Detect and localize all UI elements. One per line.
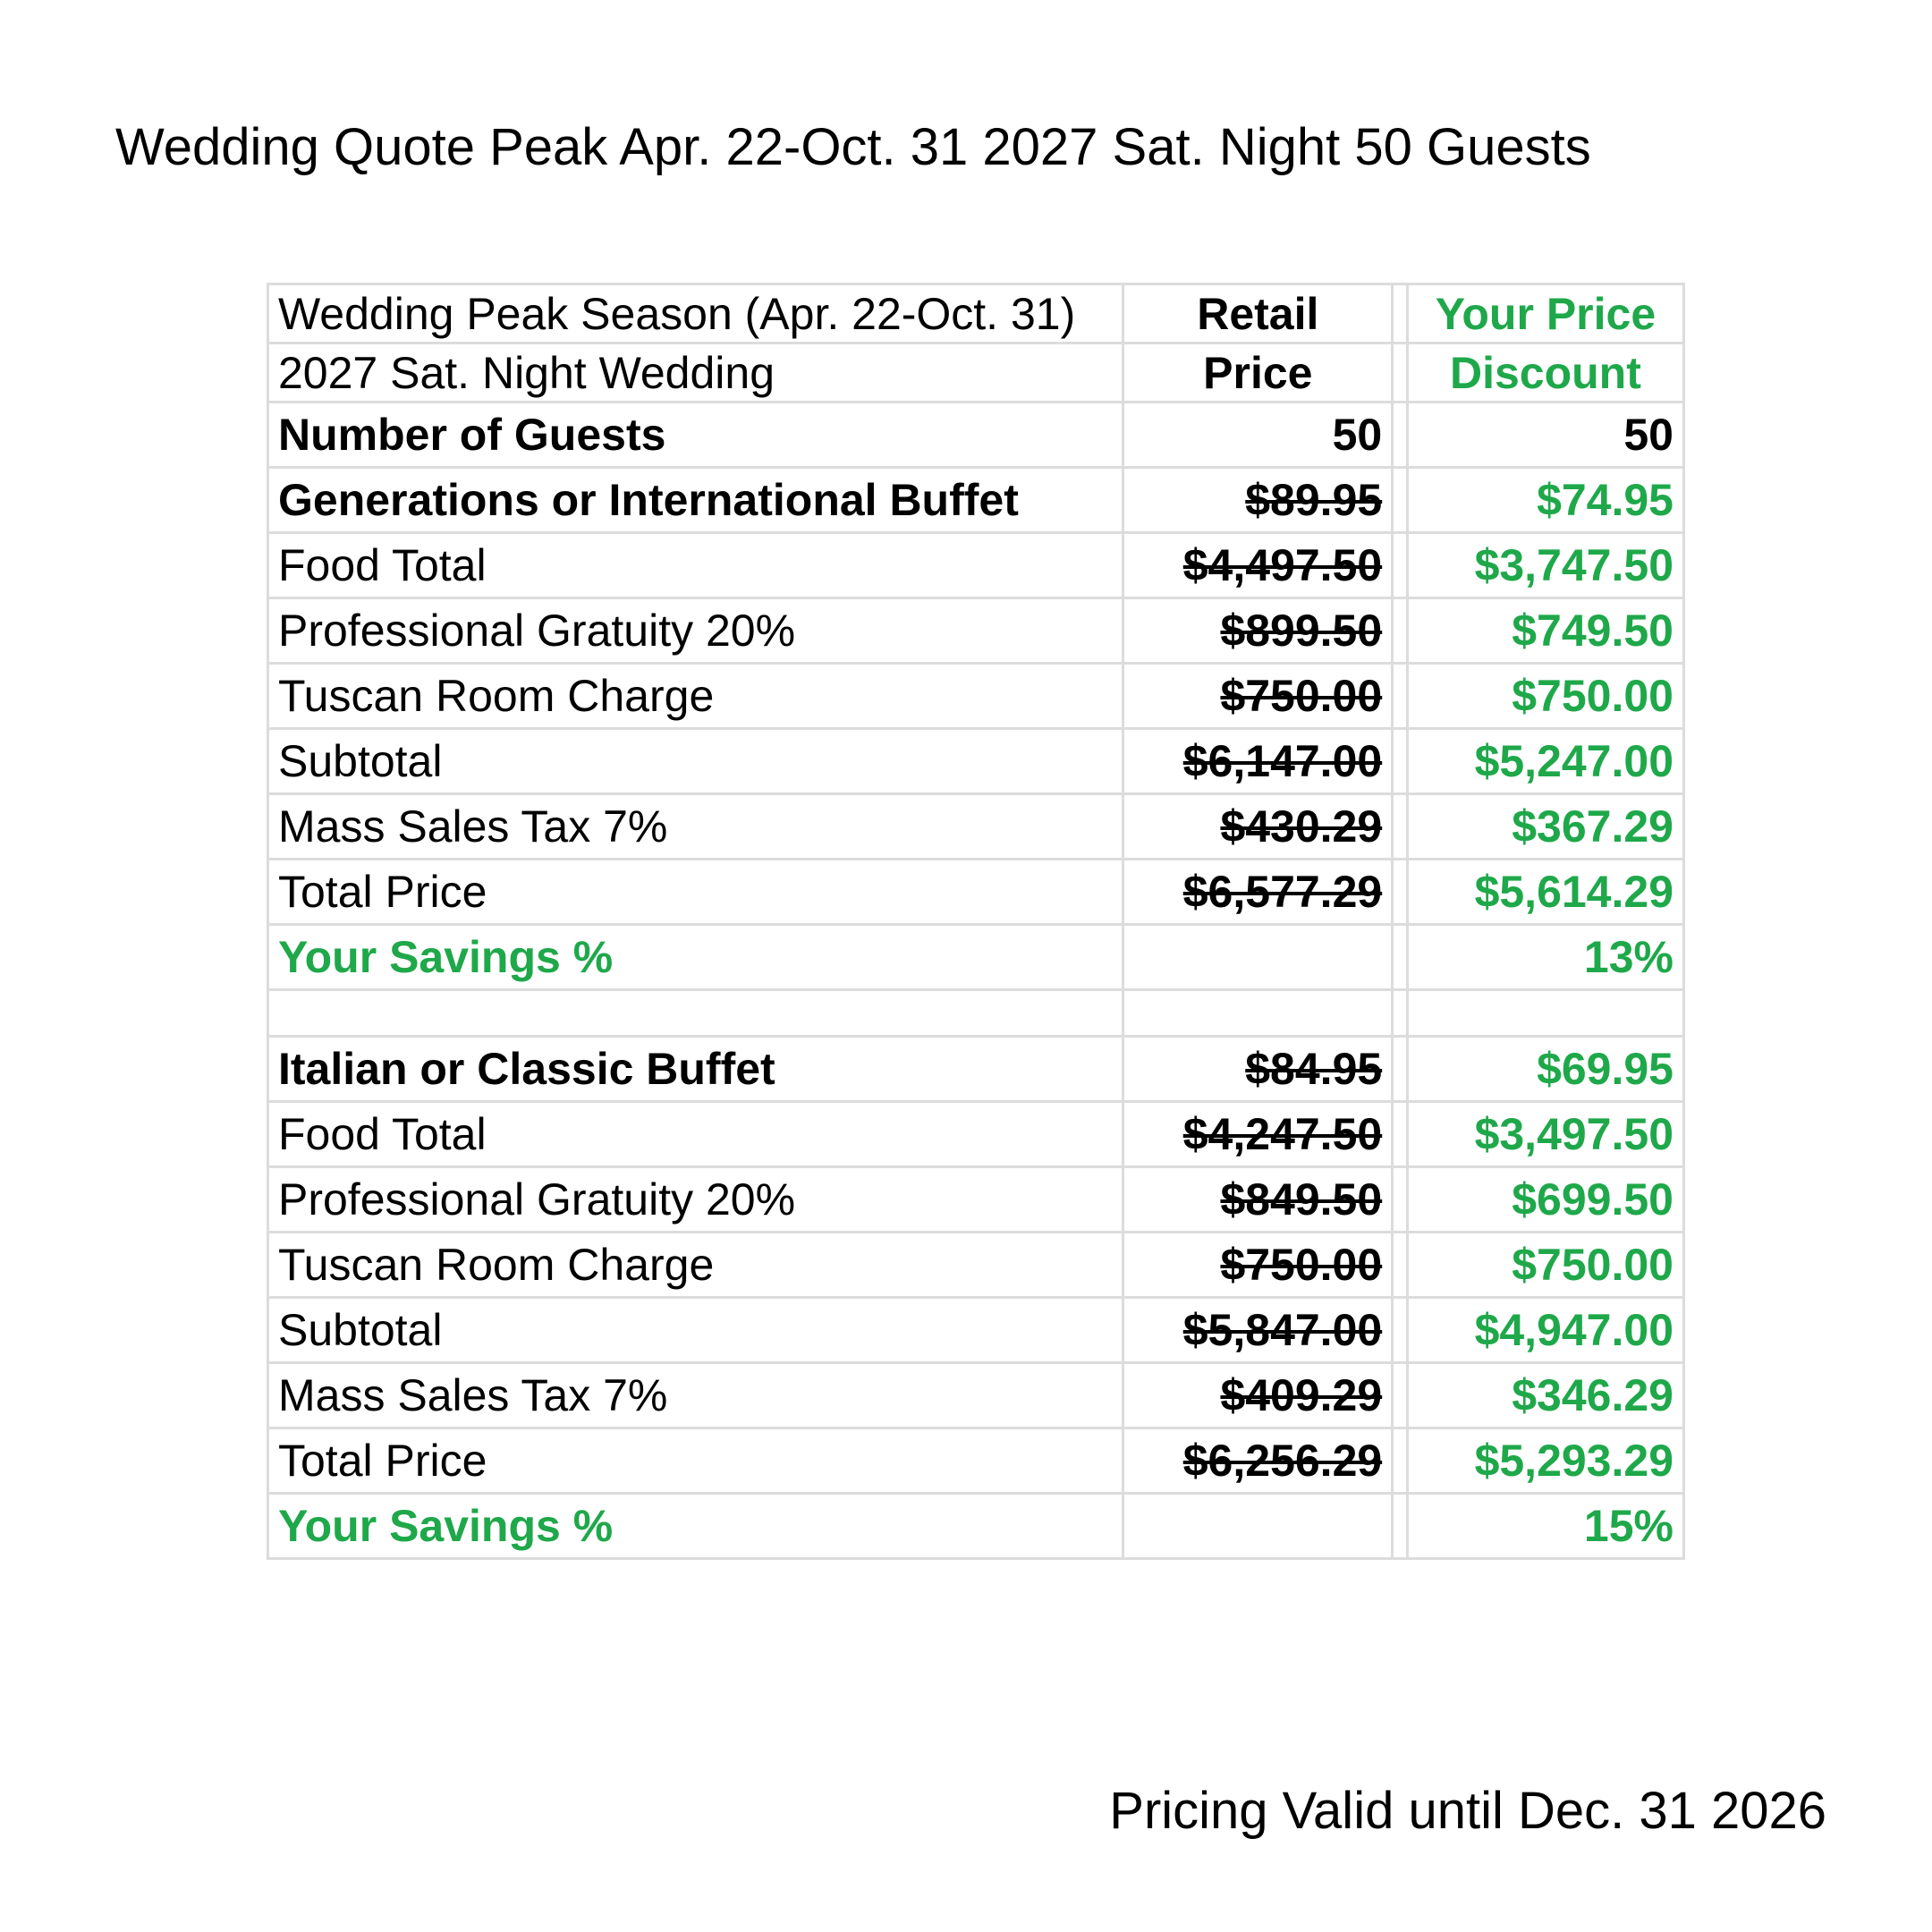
buffet1-room-label: Tuscan Room Charge: [268, 664, 1123, 729]
buffet2-total-label: Total Price: [268, 1428, 1123, 1494]
buffet1-food-total-label: Food Total: [268, 533, 1123, 598]
buffet2-food-total-price: $3,497.50: [1407, 1102, 1683, 1167]
gap-cell: [1393, 1233, 1408, 1298]
pricing-validity-note: Pricing Valid until Dec. 31 2026: [1109, 1782, 1826, 1840]
page-title: Wedding Quote Peak Apr. 22-Oct. 31 2027 Sat. Night 50 Guests: [115, 118, 1591, 176]
empty-cell: [1123, 1494, 1393, 1559]
buffet1-room-retail: $750.00: [1123, 664, 1393, 729]
buffet2-total-retail: $6,256.29: [1123, 1428, 1393, 1494]
table-row-buffet2-tax: [268, 1363, 1684, 1428]
buffet2-gratuity-price: $699.50: [1407, 1167, 1683, 1233]
gap-cell: [1393, 1102, 1408, 1167]
buffet2-name-price: $69.95: [1407, 1037, 1683, 1102]
gap-cell: [1393, 598, 1408, 664]
buffet1-name-retail: $89.95: [1123, 468, 1393, 533]
table-row-buffet1-total: [268, 860, 1684, 925]
table-row-buffet2-savings: [268, 1494, 1684, 1559]
table-row-buffet1-gratuity: [268, 598, 1684, 664]
guests-retail: 50: [1123, 402, 1393, 468]
buffet2-name-label: Italian or Classic Buffet: [268, 1037, 1123, 1102]
buffet1-savings-label: Your Savings %: [268, 925, 1123, 990]
table-row-buffet1-tax: [268, 794, 1684, 860]
gap-cell: [1393, 1298, 1408, 1363]
table-row-buffet1-name: [268, 468, 1684, 533]
buffet1-tax-label: Mass Sales Tax 7%: [268, 794, 1123, 860]
buffet2-subtotal-label: Subtotal: [268, 1298, 1123, 1363]
gap-cell: [1393, 925, 1408, 990]
gap-cell: [1393, 402, 1408, 468]
buffet2-gratuity-retail: $849.50: [1123, 1167, 1393, 1233]
empty-cell: [1123, 990, 1393, 1037]
guests-label: Number of Guests: [268, 402, 1123, 468]
empty-cell: [1123, 925, 1393, 990]
buffet1-total-price: $5,614.29: [1407, 860, 1683, 925]
header-retail-label: Retail: [1123, 284, 1393, 343]
guests-price: 50: [1407, 402, 1683, 468]
table-row-buffet2-total: [268, 1428, 1684, 1494]
buffet2-food-total-label: Food Total: [268, 1102, 1123, 1167]
gap-cell: [1393, 664, 1408, 729]
buffet1-gratuity-price: $749.50: [1407, 598, 1683, 664]
buffet1-subtotal-price: $5,247.00: [1407, 729, 1683, 794]
table-row-buffet1-room: [268, 664, 1684, 729]
buffet2-room-label: Tuscan Room Charge: [268, 1233, 1123, 1298]
table-row-guests: [268, 402, 1684, 468]
buffet2-room-retail: $750.00: [1123, 1233, 1393, 1298]
header-row-1: [268, 284, 1684, 343]
buffet1-gratuity-label: Professional Gratuity 20%: [268, 598, 1123, 664]
header-season-label: Wedding Peak Season (Apr. 22-Oct. 31): [268, 284, 1123, 343]
buffet2-food-total-retail: $4,247.50: [1123, 1102, 1393, 1167]
table-row-buffet2-gratuity: [268, 1167, 1684, 1233]
gap-cell: [1393, 284, 1408, 343]
buffet1-name-label: Generations or International Buffet: [268, 468, 1123, 533]
header-wedding-label: 2027 Sat. Night Wedding: [268, 343, 1123, 402]
gap-cell: [1393, 1363, 1408, 1428]
gap-cell: [1393, 468, 1408, 533]
buffet2-savings-price: 15%: [1407, 1494, 1683, 1559]
table-row-buffet2-name: [268, 1037, 1684, 1102]
buffet2-savings-label: Your Savings %: [268, 1494, 1123, 1559]
gap-cell: [1393, 1428, 1408, 1494]
header-your-price-label: Your Price: [1407, 284, 1683, 343]
header-price-label: Price: [1123, 343, 1393, 402]
buffet1-room-price: $750.00: [1407, 664, 1683, 729]
empty-cell: [1407, 990, 1683, 1037]
table-row-buffet1-food-total: [268, 533, 1684, 598]
quote-table: [267, 283, 1685, 1560]
buffet1-tax-retail: $430.29: [1123, 794, 1393, 860]
gap-cell: [1393, 729, 1408, 794]
buffet2-gratuity-label: Professional Gratuity 20%: [268, 1167, 1123, 1233]
buffet1-food-total-retail: $4,497.50: [1123, 533, 1393, 598]
table-row-buffet1-savings: [268, 925, 1684, 990]
gap-cell: [1393, 1037, 1408, 1102]
buffet2-room-price: $750.00: [1407, 1233, 1683, 1298]
buffet1-name-price: $74.95: [1407, 468, 1683, 533]
buffet1-savings-price: 13%: [1407, 925, 1683, 990]
buffet2-total-price: $5,293.29: [1407, 1428, 1683, 1494]
buffet1-tax-price: $367.29: [1407, 794, 1683, 860]
buffet1-subtotal-label: Subtotal: [268, 729, 1123, 794]
buffet2-name-retail: $84.95: [1123, 1037, 1393, 1102]
gap-cell: [1393, 343, 1408, 402]
buffet1-food-total-price: $3,747.50: [1407, 533, 1683, 598]
header-discount-label: Discount: [1407, 343, 1683, 402]
buffet2-tax-label: Mass Sales Tax 7%: [268, 1363, 1123, 1428]
gap-cell: [1393, 860, 1408, 925]
buffet1-total-label: Total Price: [268, 860, 1123, 925]
header-row-2: [268, 343, 1684, 402]
buffet1-subtotal-retail: $6,147.00: [1123, 729, 1393, 794]
gap-cell: [1393, 794, 1408, 860]
buffet1-total-retail: $6,577.29: [1123, 860, 1393, 925]
table-row-buffet2-subtotal: [268, 1298, 1684, 1363]
table-row-buffet2-food-total: [268, 1102, 1684, 1167]
buffet2-tax-retail: $409.29: [1123, 1363, 1393, 1428]
table-row-spacer: [268, 990, 1684, 1037]
empty-cell: [268, 990, 1123, 1037]
gap-cell: [1393, 1494, 1408, 1559]
buffet2-subtotal-price: $4,947.00: [1407, 1298, 1683, 1363]
table-row-buffet2-room: [268, 1233, 1684, 1298]
buffet2-tax-price: $346.29: [1407, 1363, 1683, 1428]
gap-cell: [1393, 990, 1408, 1037]
buffet1-gratuity-retail: $899.50: [1123, 598, 1393, 664]
gap-cell: [1393, 1167, 1408, 1233]
table-row-buffet1-subtotal: [268, 729, 1684, 794]
gap-cell: [1393, 533, 1408, 598]
buffet2-subtotal-retail: $5,847.00: [1123, 1298, 1393, 1363]
